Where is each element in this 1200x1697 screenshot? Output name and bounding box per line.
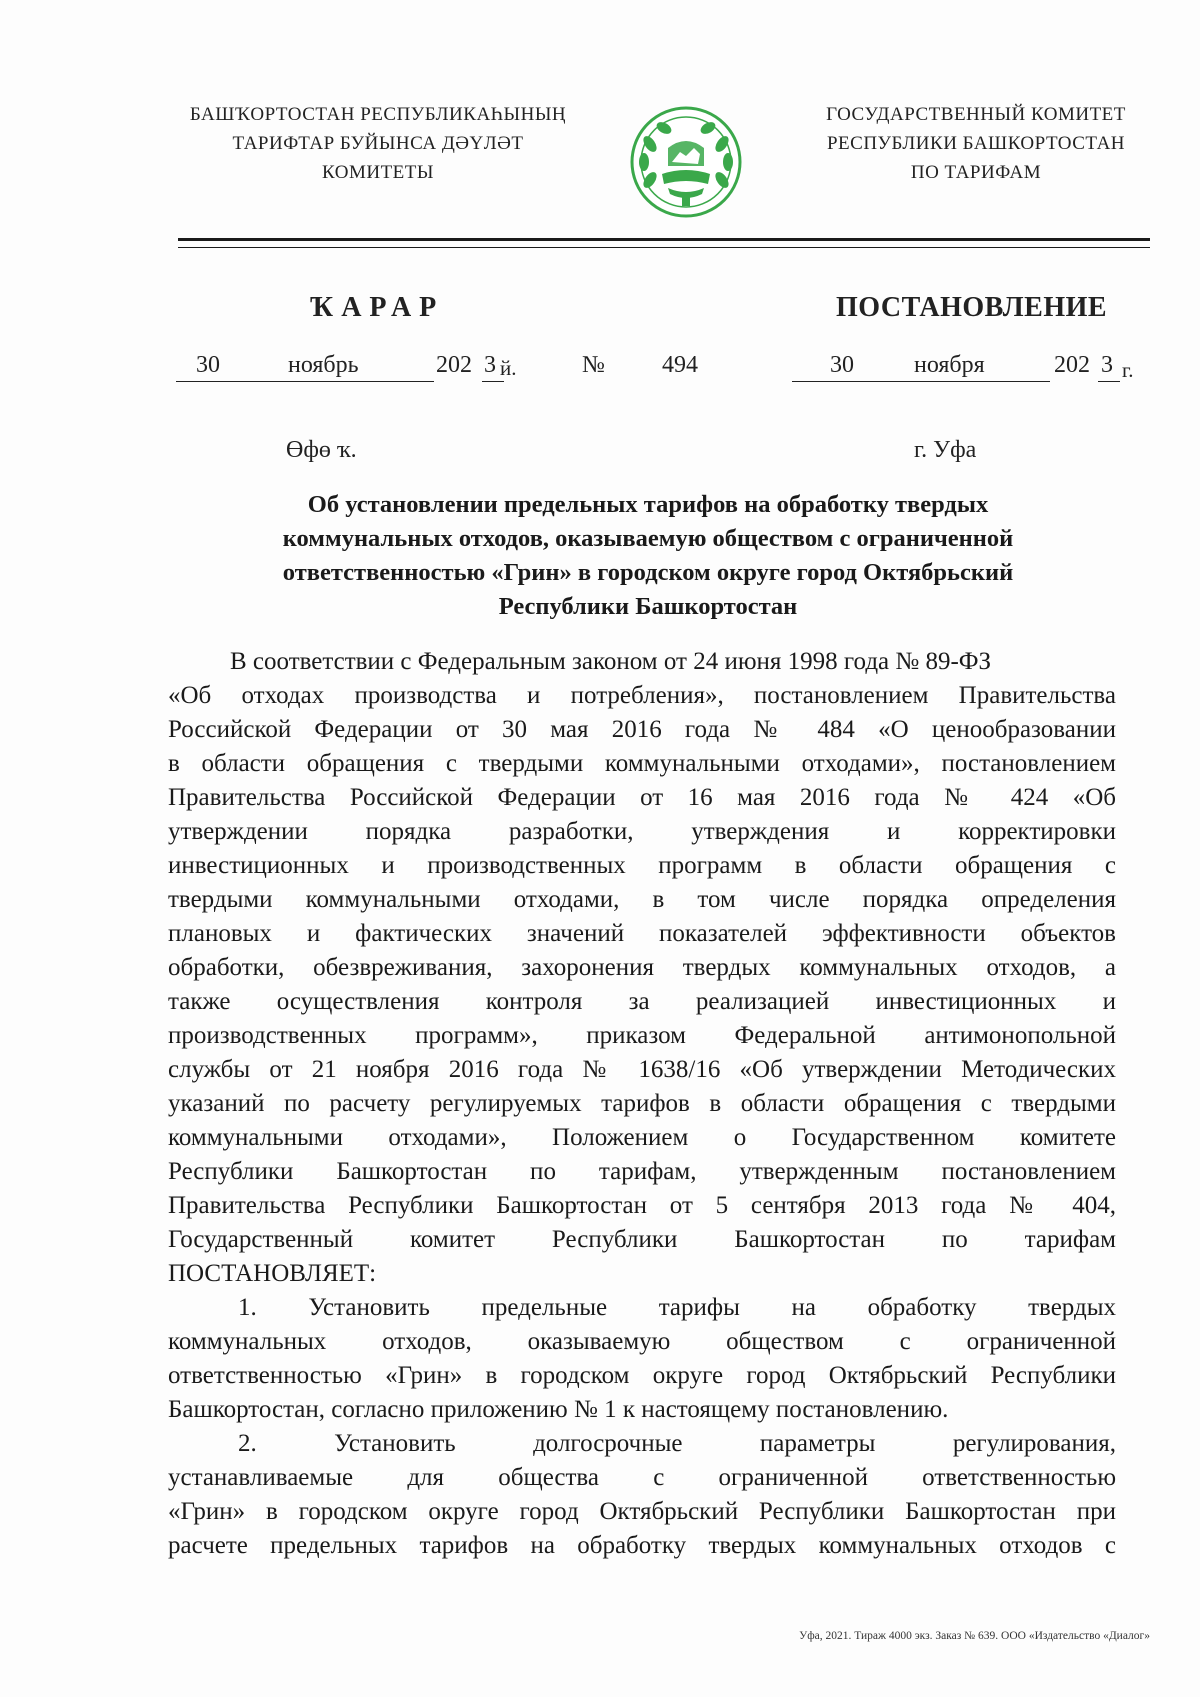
title-line-4: Республики Башкортостан — [498, 593, 798, 620]
right-year-underline — [1098, 381, 1120, 382]
left-date-year-prefix: 202 — [436, 352, 472, 378]
header-right-line-1: ГОСУДАРСТВЕННЫЙ КОМИТЕТ — [826, 104, 1126, 125]
decree-number: 494 — [662, 352, 698, 378]
left-date-month: ноябрь — [288, 352, 359, 378]
body-line: коммунальными отходами», Положением о Государственном комитете — [168, 1124, 1116, 1151]
header-left-line-2: ТАРИФТАР БУЙЫНСА ДӘҮЛӘТ — [232, 133, 524, 154]
title-line-1: Об установлении предельных тарифов на обработку твердых — [307, 491, 989, 518]
printer-footer: Уфа, 2021. Тираж 4000 экз. Заказ № 639. ООО «Издательство «Диалог» — [799, 1630, 1150, 1642]
left-date-underline — [176, 381, 434, 382]
decree-kind-russian: ПОСТАНОВЛЕНИЕ — [836, 292, 1108, 323]
body-line: Правительства Республики Башкортостан от 5 сентября 2013 года № 404, — [168, 1192, 1116, 1219]
body-line: плановых и фактических значений показателей эффективности объектов — [168, 920, 1116, 947]
body-line: Республики Башкортостан по тарифам, утвержденным постановлением — [168, 1158, 1116, 1185]
right-date-underline — [792, 381, 1050, 382]
header-right-line-2: РЕСПУБЛИКИ БАШКОРТОСТАН — [826, 133, 1126, 154]
body-line: указаний по расчету регулируемых тарифов в области обращения с твердыми — [168, 1090, 1116, 1117]
header-left-bashkir — [168, 100, 588, 187]
body-line: Башкортостан, согласно приложению № 1 к настоящему постановлению. — [168, 1396, 949, 1423]
header-right-line-3: ПО ТАРИФАМ — [910, 162, 1042, 183]
body-line: расчете предельных тарифов на обработку твердых коммунальных отходов с — [168, 1532, 1116, 1559]
body-line: в области обращения с твердыми коммунальными отходами», постановлением — [168, 750, 1116, 777]
body-line: «Грин» в городском округе город Октябрьский Республики Башкортостан при — [168, 1498, 1116, 1525]
body-line: 1. Установить предельные тарифы на обработку твердых — [238, 1294, 1116, 1321]
body-line: коммунальных отходов, оказываемую обществом с ограниченной — [168, 1328, 1116, 1355]
left-date-year-suffix: й. — [500, 356, 517, 380]
right-date-day: 30 — [830, 352, 854, 378]
number-sign: № — [582, 352, 605, 378]
header-left-line-3: КОМИТЕТЫ — [322, 162, 434, 183]
right-date-month: ноября — [914, 352, 985, 378]
title-line-2: коммунальных отходов, оказываемую обществом с ограниченной — [282, 525, 1014, 552]
document-body — [168, 645, 1116, 1563]
body-line: службы от 21 ноября 2016 года № 1638/16 «Об утверждении Методических — [168, 1056, 1116, 1083]
right-date-year-prefix: 202 — [1054, 352, 1090, 378]
body-line: ответственностью «Грин» в городском округе город Октябрьский Республики — [168, 1362, 1116, 1389]
body-line: ПОСТАНОВЛЯЕТ: — [168, 1260, 377, 1287]
header-left-line-1: БАШҠОРТОСТАН РЕСПУБЛИКАҺЫНЫҢ — [189, 104, 567, 125]
body-line: инвестиционных и производственных программ в области обращения с — [168, 852, 1116, 879]
body-line: 2. Установить долгосрочные параметры регулирования, — [238, 1430, 1116, 1457]
body-line: утверждении порядка разработки, утверждения и корректировки — [168, 818, 1116, 845]
left-date-day: 30 — [196, 352, 220, 378]
header-right-russian — [786, 100, 1166, 187]
document-title — [168, 488, 1128, 624]
body-line: твердыми коммунальными отходами, в том числе порядка определения — [168, 886, 1116, 913]
header-divider-thick — [178, 238, 1150, 241]
body-line: производственных программ», приказом Федеральной антимонопольной — [168, 1022, 1116, 1049]
title-line-3: ответственностью «Грин» в городском округе город Октябрьский — [282, 559, 1014, 586]
body-line: В соответствии с Федеральным законом от 24 июня 1998 года № 89-ФЗ — [230, 648, 992, 675]
body-line: также осуществления контроля за реализацией инвестиционных и — [168, 988, 1116, 1015]
body-line: Государственный комитет Республики Башкортостан по тарифам — [168, 1226, 1116, 1253]
body-line: Российской Федерации от 30 мая 2016 года № 484 «О ценообразовании — [168, 716, 1116, 743]
right-date-year-digit: 3 — [1101, 352, 1113, 378]
right-date-year-suffix: г. — [1122, 358, 1134, 382]
bashkortostan-emblem-icon — [628, 104, 744, 220]
header-divider-thin — [178, 247, 1150, 248]
left-date-year-digit: 3 — [484, 352, 496, 378]
body-line: устанавливаемые для общества с ограниченной ответственностью — [168, 1464, 1116, 1491]
place-russian: г. Уфа — [914, 437, 977, 463]
body-line: Правительства Российской Федерации от 16 мая 2016 года № 424 «Об — [168, 784, 1116, 811]
left-year-underline — [482, 381, 504, 382]
decree-kind-bashkir: ҠАРАР — [310, 292, 445, 323]
body-line: обработки, обезвреживания, захоронения твердых коммунальных отходов, а — [168, 954, 1116, 981]
body-line: «Об отходах производства и потребления», постановлением Правительства — [168, 682, 1116, 709]
place-bashkir: Өфө ҡ. — [286, 437, 357, 463]
